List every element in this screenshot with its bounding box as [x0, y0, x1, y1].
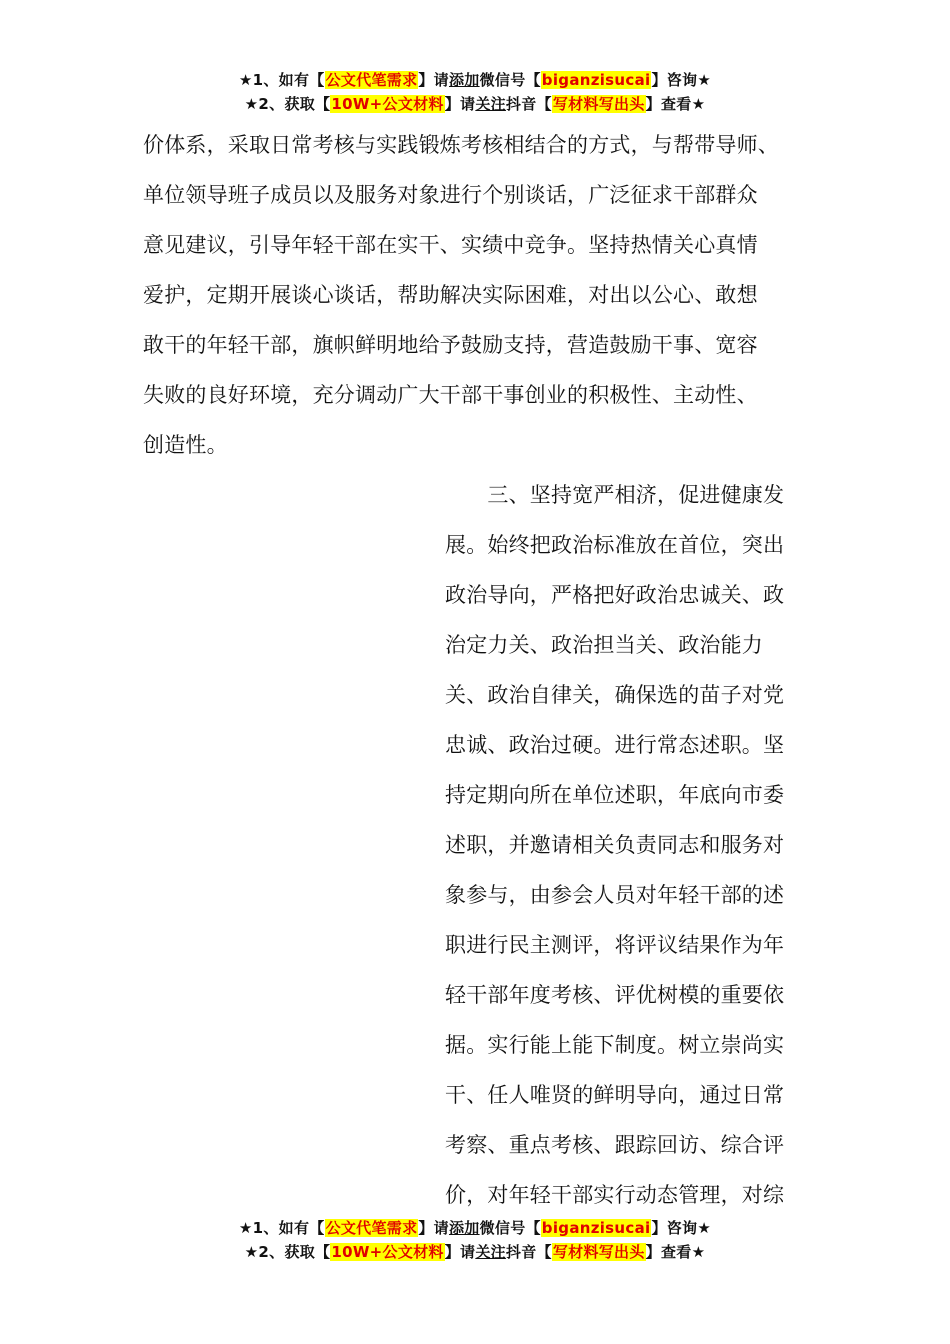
- footer-line-1: ★1、如有【公文代笔需求】请添加微信号【biganzisucai】咨询★: [238, 1219, 712, 1237]
- text-line: 失败的良好环境，充分调动广大干部干事创业的积极性、主动性、: [143, 383, 758, 407]
- footer-banner: [0, 1216, 950, 1264]
- text-line: 考察、重点考核、跟踪回访、综合评: [445, 1133, 785, 1157]
- body-paragraph-2: [445, 470, 815, 1220]
- text-line: 持定期向所在单位述职，年底向市委: [445, 783, 785, 807]
- highlight-materials: 10W+公文材料: [331, 95, 444, 113]
- text-line: 职进行民主测评，将评议结果作为年: [445, 933, 785, 957]
- section-heading-line: 三、坚持宽严相济，促进健康发: [445, 483, 785, 507]
- text-line: 价体系，采取日常考核与实践锻炼考核相结合的方式，与帮带导师、: [143, 133, 779, 157]
- text-line: 敢干的年轻干部，旗帜鲜明地给予鼓励支持，营造鼓励干事、宽容: [143, 333, 758, 357]
- text-line: 单位领导班子成员以及服务对象进行个别谈话，广泛征求干部群众: [143, 183, 758, 207]
- highlight-materials: 10W+公文材料: [331, 1243, 444, 1261]
- text-line: 展。始终把政治标准放在首位，突出: [445, 533, 785, 557]
- footer-line-2: ★2、获取【10W+公文材料】请关注抖音【写材料写出头】查看★: [244, 1243, 706, 1261]
- highlight-wechat-id: biganzisucai: [541, 71, 651, 89]
- header-banner: [0, 68, 950, 116]
- text-line: 意见建议，引导年轻干部在实干、实绩中竞争。坚持热情关心真情: [143, 233, 758, 257]
- text-line: 爱护，定期开展谈心谈话，帮助解决实际困难，对出以公心、敢想: [143, 283, 758, 307]
- body-paragraph-1: [143, 120, 823, 470]
- text-line: 述职，并邀请相关负责同志和服务对: [445, 833, 785, 857]
- highlight-wechat-id: biganzisucai: [541, 1219, 651, 1237]
- text-line: 干、任人唯贤的鲜明导向，通过日常: [445, 1083, 785, 1107]
- text-line: 轻干部年度考核、评优树模的重要依: [445, 983, 785, 1007]
- text-line: 创造性。: [143, 433, 228, 457]
- highlight-service: 公文代笔需求: [325, 1219, 418, 1237]
- text-line: 政治导向，严格把好政治忠诚关、政: [445, 583, 785, 607]
- text-line: 价，对年轻干部实行动态管理，对综: [445, 1183, 785, 1207]
- header-line-2: ★2、获取【10W+公文材料】请关注抖音【写材料写出头】查看★: [244, 95, 706, 113]
- highlight-douyin-account: 写材料写出头: [552, 95, 645, 113]
- text-line: 忠诚、政治过硬。进行常态述职。坚: [445, 733, 785, 757]
- text-line: 关、政治自律关，确保选的苗子对党: [445, 683, 785, 707]
- text-line: 治定力关、政治担当关、政治能力: [445, 633, 763, 657]
- highlight-service: 公文代笔需求: [325, 71, 418, 89]
- header-line-1: ★1、如有【公文代笔需求】请添加微信号【biganzisucai】咨询★: [238, 71, 712, 89]
- highlight-douyin-account: 写材料写出头: [552, 1243, 645, 1261]
- text-line: 象参与，由参会人员对年轻干部的述: [445, 883, 785, 907]
- text-line: 据。实行能上能下制度。树立崇尚实: [445, 1033, 785, 1057]
